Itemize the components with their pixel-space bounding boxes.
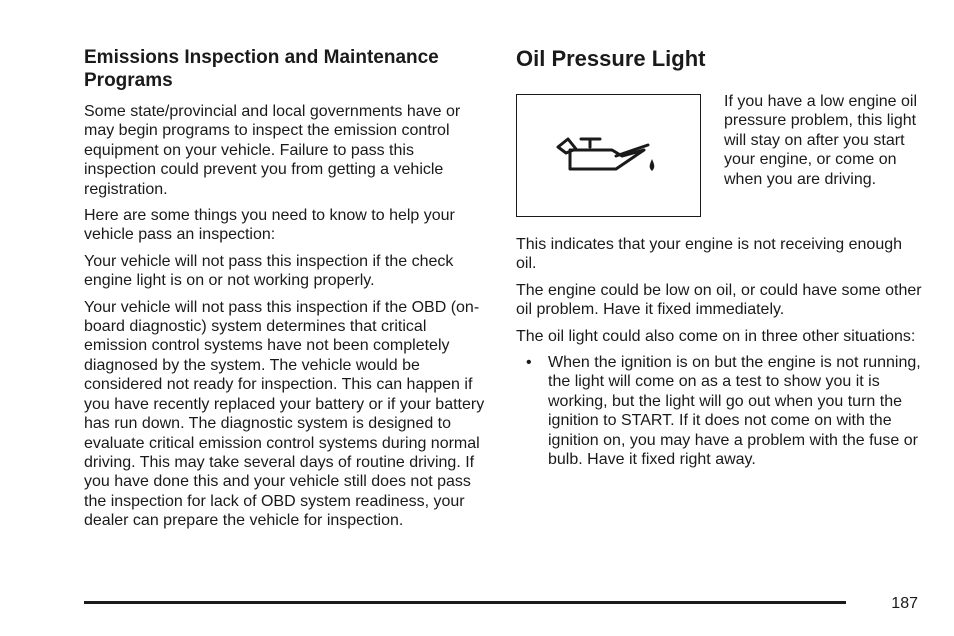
emissions-heading: Emissions Inspection and Maintenance Programs: [84, 47, 439, 91]
oil-light-icon-box: [516, 94, 701, 217]
oil-can-icon: [554, 131, 664, 181]
oil-warning-row: [516, 94, 926, 217]
list-item-text: When the ignition is on but the engine is not running, the light will come on as a test to show you it is working, but the light will go out when you turn the ignition to START. If it does not come on with the ignition on, you may have a problem with the fuse or bulb. Have it fixed right away.: [548, 354, 921, 469]
oil-paragraph-1: This indicates that your engine is not receiving enough oil.: [516, 236, 903, 273]
oil-light-caption: If you have a low engine oil pressure problem, this light will stay on after you start your engine, or come on when you are driving.: [724, 93, 918, 188]
emissions-paragraph-3: Your vehicle will not pass this inspection if the check engine light is on or not working properly.: [84, 252, 454, 290]
emissions-paragraph-1: Some state/provincial and local governments have or may begin programs to inspect the emission control equipment on your vehicle. Failure to pass this inspection could prevent you from getting a vehicle registration.: [84, 103, 461, 198]
page-number: 187: [891, 595, 918, 612]
list-item: [516, 353, 926, 469]
emissions-paragraph-4: Your vehicle will not pass this inspection if the OBD (on-board diagnostic) system determines that critical emission control systems have not been completely diagnosed by the system. The vehicle would be considered not ready for inspection. This can happen if you have recently replaced your battery or if your battery has run down. The diagnostic system is designed to evaluate critical emission control systems during normal driving. This may take several days of routine driving. If you have done this and your vehicle still does not pass the inspection for lack of OBD system readiness, your dealer can prepare the vehicle for inspection.: [84, 298, 485, 530]
right-column: [516, 46, 926, 469]
oil-paragraph-3: The oil light could also come on in three other situations:: [516, 327, 916, 345]
left-column: [84, 46, 486, 538]
situations-list: [516, 353, 926, 469]
emissions-paragraph-2: Here are some things you need to know to help your vehicle pass an inspection:: [84, 207, 455, 244]
bullet-dot: •: [526, 354, 532, 372]
oil-pressure-title: Oil Pressure Light: [516, 46, 706, 71]
oil-paragraph-2: The engine could be low on oil, or could have some other oil problem. Have it fixed immediately.: [516, 281, 922, 319]
footer-rule: [84, 601, 846, 604]
